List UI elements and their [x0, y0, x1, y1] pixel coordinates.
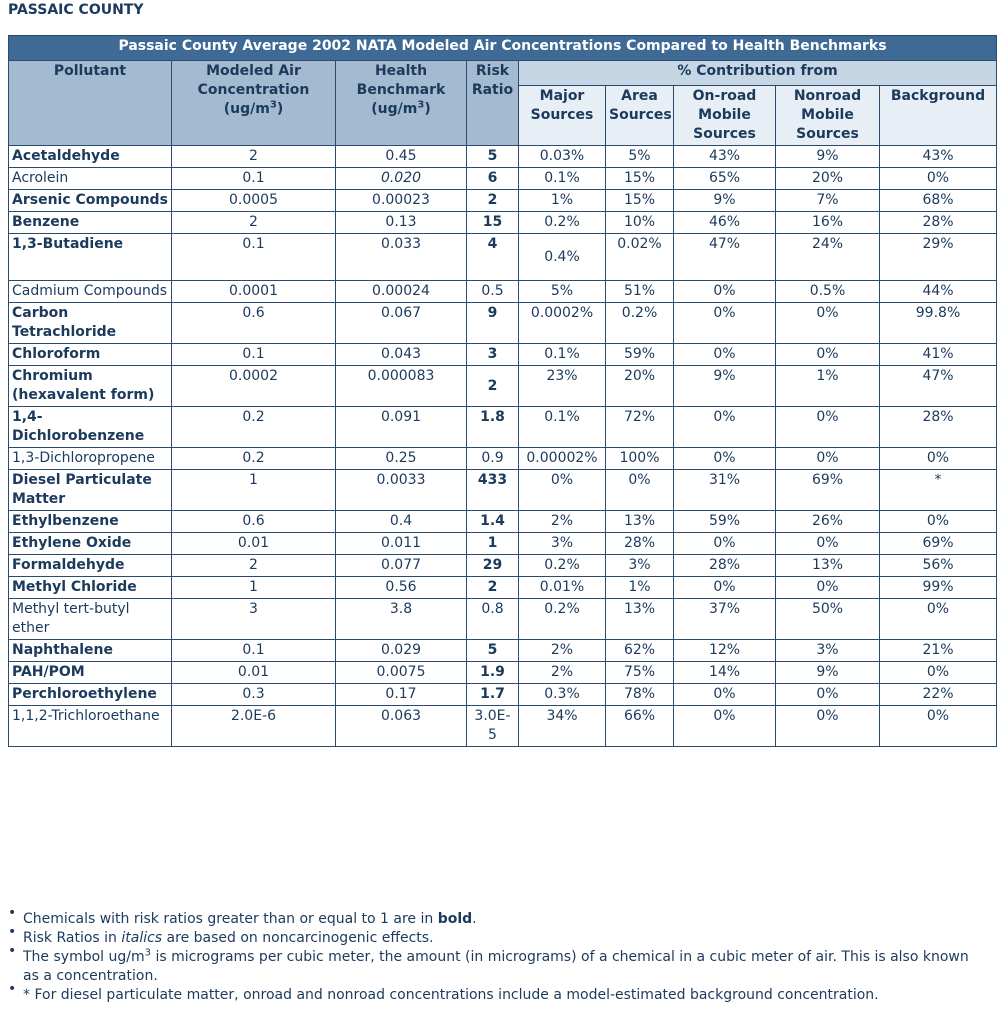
header-nonroad-sources: Nonroad Mobile Sources [776, 86, 880, 146]
table-row [9, 407, 997, 448]
nonroad-cell: 3% [776, 640, 880, 662]
benchmark-cell: 0.043 [336, 344, 467, 366]
benchmark-cell: 0.00024 [336, 281, 467, 303]
pollutant-cell: Formaldehyde [9, 555, 172, 577]
benchmark-cell: 3.8 [336, 599, 467, 640]
concentration-cell: 0.1 [172, 344, 336, 366]
pollutant-cell: Acetaldehyde [9, 146, 172, 168]
header-concentration: Modeled Air Concentration $(ug/m^3)$ [172, 61, 336, 146]
background-cell: 0% [880, 662, 997, 684]
nonroad-cell: 0% [776, 577, 880, 599]
risk-ratio-cell: 5 [467, 146, 519, 168]
major-cell: 1% [519, 190, 606, 212]
bullet-icon: • [8, 943, 17, 959]
concentration-cell: 2 [172, 146, 336, 168]
benchmark-cell: 0.063 [336, 706, 467, 747]
concentrations-table [8, 35, 997, 747]
benchmark-cell: 0.17 [336, 684, 467, 706]
bullet-icon: • [8, 924, 17, 940]
header-pollutant: Pollutant [9, 61, 172, 146]
concentration-cell: 0.0002 [172, 366, 336, 407]
background-cell: 68% [880, 190, 997, 212]
area-cell: 66% [606, 706, 674, 747]
pollutant-cell: Perchloroethylene [9, 684, 172, 706]
nonroad-cell: 24% [776, 234, 880, 281]
background-cell: 47% [880, 366, 997, 407]
table-row [9, 640, 997, 662]
onroad-cell: 0% [674, 281, 776, 303]
area-cell: 75% [606, 662, 674, 684]
background-cell: 29% [880, 234, 997, 281]
onroad-cell: 0% [674, 577, 776, 599]
concentration-cell: 0.1 [172, 234, 336, 281]
risk-ratio-cell: 29 [467, 555, 519, 577]
concentration-cell: 2 [172, 212, 336, 234]
benchmark-cell: 0.011 [336, 533, 467, 555]
bullet-icon: • [8, 981, 17, 997]
risk-ratio-cell: 3.0E-5 [467, 706, 519, 747]
major-cell: 0.00002% [519, 448, 606, 470]
table-row [9, 366, 997, 407]
nonroad-cell: 26% [776, 511, 880, 533]
onroad-cell: 65% [674, 168, 776, 190]
header-major-sources: Major Sources [519, 86, 606, 146]
nonroad-cell: 0% [776, 344, 880, 366]
table-row [9, 662, 997, 684]
benchmark-cell: 0.45 [336, 146, 467, 168]
pollutant-cell: Naphthalene [9, 640, 172, 662]
benchmark-cell: 0.020 [336, 168, 467, 190]
table-row [9, 511, 997, 533]
table-row [9, 146, 997, 168]
nonroad-cell: 9% [776, 146, 880, 168]
concentration-cell: 0.01 [172, 662, 336, 684]
benchmark-cell: 0.077 [336, 555, 467, 577]
area-cell: 72% [606, 407, 674, 448]
benchmark-cell: 0.0075 [336, 662, 467, 684]
risk-ratio-cell: 0.5 [467, 281, 519, 303]
nonroad-cell: 0% [776, 533, 880, 555]
onroad-cell: 0% [674, 684, 776, 706]
concentration-cell: 0.0005 [172, 190, 336, 212]
pollutant-cell: 1,3-Dichloropropene [9, 448, 172, 470]
onroad-cell: 0% [674, 448, 776, 470]
table-row [9, 281, 997, 303]
area-cell: 59% [606, 344, 674, 366]
risk-ratio-cell: 433 [467, 470, 519, 511]
onroad-cell: 0% [674, 344, 776, 366]
footnotes [8, 905, 988, 1005]
risk-ratio-cell: 2 [467, 190, 519, 212]
onroad-cell: 31% [674, 470, 776, 511]
risk-ratio-cell: 1.4 [467, 511, 519, 533]
background-cell: 0% [880, 448, 997, 470]
benchmark-cell: 0.067 [336, 303, 467, 344]
area-cell: 62% [606, 640, 674, 662]
county-heading: PASSAIC COUNTY [8, 2, 144, 18]
header-risk-ratio: Risk Ratio [467, 61, 519, 146]
concentration-cell: 2 [172, 555, 336, 577]
background-cell: 28% [880, 407, 997, 448]
risk-ratio-cell: 1.9 [467, 662, 519, 684]
area-cell: 3% [606, 555, 674, 577]
area-cell: 5% [606, 146, 674, 168]
onroad-cell: 37% [674, 599, 776, 640]
benchmark-cell: 0.56 [336, 577, 467, 599]
table-row [9, 599, 997, 640]
concentration-cell: 2.0E-6 [172, 706, 336, 747]
nonroad-cell: 9% [776, 662, 880, 684]
pollutant-cell: 1,4-Dichlorobenzene [9, 407, 172, 448]
area-cell: 13% [606, 511, 674, 533]
major-cell: 23% [519, 366, 606, 407]
major-cell: 0.4% [519, 234, 606, 281]
table-row [9, 470, 997, 511]
table-row [9, 448, 997, 470]
background-cell: 0% [880, 706, 997, 747]
nonroad-cell: 1% [776, 366, 880, 407]
background-cell: * [880, 470, 997, 511]
benchmark-cell: 0.13 [336, 212, 467, 234]
background-cell: 69% [880, 533, 997, 555]
onroad-cell: 0% [674, 533, 776, 555]
major-cell: 0.01% [519, 577, 606, 599]
risk-ratio-cell: 5 [467, 640, 519, 662]
major-cell: 0.1% [519, 168, 606, 190]
risk-ratio-cell: 0.9 [467, 448, 519, 470]
pollutant-cell: 1,3-Butadiene [9, 234, 172, 281]
background-cell: 22% [880, 684, 997, 706]
pollutant-cell: 1,1,2-Trichloroethane [9, 706, 172, 747]
onroad-cell: 0% [674, 706, 776, 747]
footnote-bold: • Chemicals with risk ratios greater than or equal to 1 are in bold. [8, 905, 477, 927]
major-cell: 3% [519, 533, 606, 555]
header-onroad-sources: On-road Mobile Sources [674, 86, 776, 146]
pollutant-cell: Arsenic Compounds [9, 190, 172, 212]
header-background: Background [880, 86, 997, 146]
concentration-cell: 0.1 [172, 168, 336, 190]
concentration-cell: 3 [172, 599, 336, 640]
table-row [9, 303, 997, 344]
table-title: Passaic County Average 2002 NATA Modeled Air Concentrations Compared to Health Benchmarks [9, 36, 997, 61]
concentration-cell: 1 [172, 577, 336, 599]
area-cell: 78% [606, 684, 674, 706]
background-cell: 99% [880, 577, 997, 599]
major-cell: 2% [519, 511, 606, 533]
onroad-cell: 28% [674, 555, 776, 577]
concentration-cell: 0.3 [172, 684, 336, 706]
major-cell: 0.2% [519, 599, 606, 640]
nonroad-cell: 69% [776, 470, 880, 511]
benchmark-cell: 0.00023 [336, 190, 467, 212]
concentration-cell: 0.2 [172, 407, 336, 448]
pollutant-cell: PAH/POM [9, 662, 172, 684]
table-row [9, 168, 997, 190]
nonroad-cell: 0% [776, 303, 880, 344]
risk-ratio-cell: 6 [467, 168, 519, 190]
area-cell: 15% [606, 168, 674, 190]
risk-ratio-cell: 4 [467, 234, 519, 281]
onroad-cell: 0% [674, 303, 776, 344]
table-row [9, 577, 997, 599]
risk-ratio-cell: 0.8 [467, 599, 519, 640]
background-cell: 21% [880, 640, 997, 662]
background-cell: 43% [880, 146, 997, 168]
nonroad-cell: 16% [776, 212, 880, 234]
concentration-cell: 0.6 [172, 511, 336, 533]
nonroad-cell: 50% [776, 599, 880, 640]
onroad-cell: 9% [674, 190, 776, 212]
benchmark-cell: 0.4 [336, 511, 467, 533]
background-cell: 0% [880, 599, 997, 640]
pollutant-cell: Diesel Particulate Matter [9, 470, 172, 511]
concentration-cell: 0.01 [172, 533, 336, 555]
background-cell: 44% [880, 281, 997, 303]
footnote-italics: • Risk Ratios in italics are based on noncarcinogenic effects. [8, 924, 434, 946]
pollutant-cell: Carbon Tetrachloride [9, 303, 172, 344]
area-cell: 0% [606, 470, 674, 511]
table-row [9, 212, 997, 234]
pollutant-cell: Methyl tert-butyl ether [9, 599, 172, 640]
area-cell: 20% [606, 366, 674, 407]
onroad-cell: 12% [674, 640, 776, 662]
background-cell: 0% [880, 511, 997, 533]
major-cell: 0.0002% [519, 303, 606, 344]
onroad-cell: 14% [674, 662, 776, 684]
benchmark-cell: 0.25 [336, 448, 467, 470]
major-cell: 34% [519, 706, 606, 747]
pollutant-cell: Chloroform [9, 344, 172, 366]
background-cell: 56% [880, 555, 997, 577]
background-cell: 99.8% [880, 303, 997, 344]
onroad-cell: 9% [674, 366, 776, 407]
table-row [9, 706, 997, 747]
major-cell: 0.3% [519, 684, 606, 706]
table-row [9, 533, 997, 555]
risk-ratio-cell: 2 [467, 366, 519, 407]
benchmark-cell: 0.033 [336, 234, 467, 281]
area-cell: 100% [606, 448, 674, 470]
nonroad-cell: 20% [776, 168, 880, 190]
footnote-diesel: • * For diesel particulate matter, onroad and nonroad concentrations include a model-estimated background concentration. [8, 981, 879, 1003]
major-cell: 0.2% [519, 555, 606, 577]
table-row [9, 190, 997, 212]
benchmark-cell: 0.029 [336, 640, 467, 662]
pollutant-cell: Acrolein [9, 168, 172, 190]
onroad-cell: 59% [674, 511, 776, 533]
major-cell: 0.2% [519, 212, 606, 234]
area-cell: 0.2% [606, 303, 674, 344]
risk-ratio-cell: 1 [467, 533, 519, 555]
area-cell: 10% [606, 212, 674, 234]
major-cell: 0.1% [519, 407, 606, 448]
header-contribution: % Contribution from [519, 61, 997, 86]
risk-ratio-cell: 2 [467, 577, 519, 599]
background-cell: 0% [880, 168, 997, 190]
background-cell: 28% [880, 212, 997, 234]
table-row [9, 234, 997, 281]
background-cell: 41% [880, 344, 997, 366]
pollutant-cell: Methyl Chloride [9, 577, 172, 599]
area-cell: 13% [606, 599, 674, 640]
major-cell: 2% [519, 662, 606, 684]
area-cell: 1% [606, 577, 674, 599]
onroad-cell: 47% [674, 234, 776, 281]
table-row [9, 684, 997, 706]
major-cell: 5% [519, 281, 606, 303]
concentration-cell: 0.1 [172, 640, 336, 662]
nonroad-cell: 0% [776, 448, 880, 470]
bullet-icon: • [8, 905, 17, 921]
table-row [9, 344, 997, 366]
benchmark-cell: 0.000083 [336, 366, 467, 407]
nonroad-cell: 7% [776, 190, 880, 212]
area-cell: 0.02% [606, 234, 674, 281]
onroad-cell: 46% [674, 212, 776, 234]
risk-ratio-cell: 9 [467, 303, 519, 344]
major-cell: 2% [519, 640, 606, 662]
area-cell: 28% [606, 533, 674, 555]
major-cell: 0.03% [519, 146, 606, 168]
concentration-cell: 0.6 [172, 303, 336, 344]
pollutant-cell: Cadmium Compounds [9, 281, 172, 303]
benchmark-cell: 0.091 [336, 407, 467, 448]
nonroad-cell: 0.5% [776, 281, 880, 303]
concentration-cell: 0.0001 [172, 281, 336, 303]
pollutant-cell: Benzene [9, 212, 172, 234]
footnote-units: • The symbol $ug/m^3$ is micrograms per cubic meter, the amount (in micrograms) of a chemical in a cubic meter of air. This is also known as a concentration. [8, 943, 969, 984]
nonroad-cell: 13% [776, 555, 880, 577]
header-benchmark: Health Benchmark $(ug/m^3)$ [336, 61, 467, 146]
concentration-cell: 1 [172, 470, 336, 511]
pollutant-cell: Ethylbenzene [9, 511, 172, 533]
major-cell: 0% [519, 470, 606, 511]
area-cell: 51% [606, 281, 674, 303]
onroad-cell: 0% [674, 407, 776, 448]
area-cell: 15% [606, 190, 674, 212]
pollutant-cell: Chromium (hexavalent form) [9, 366, 172, 407]
nonroad-cell: 0% [776, 684, 880, 706]
concentration-cell: 0.2 [172, 448, 336, 470]
benchmark-cell: 0.0033 [336, 470, 467, 511]
pollutant-cell: Ethylene Oxide [9, 533, 172, 555]
risk-ratio-cell: 1.7 [467, 684, 519, 706]
onroad-cell: 43% [674, 146, 776, 168]
major-cell: 0.1% [519, 344, 606, 366]
header-area-sources: Area Sources [606, 86, 674, 146]
nonroad-cell: 0% [776, 706, 880, 747]
table-row [9, 555, 997, 577]
risk-ratio-cell: 3 [467, 344, 519, 366]
risk-ratio-cell: 15 [467, 212, 519, 234]
risk-ratio-cell: 1.8 [467, 407, 519, 448]
nonroad-cell: 0% [776, 407, 880, 448]
